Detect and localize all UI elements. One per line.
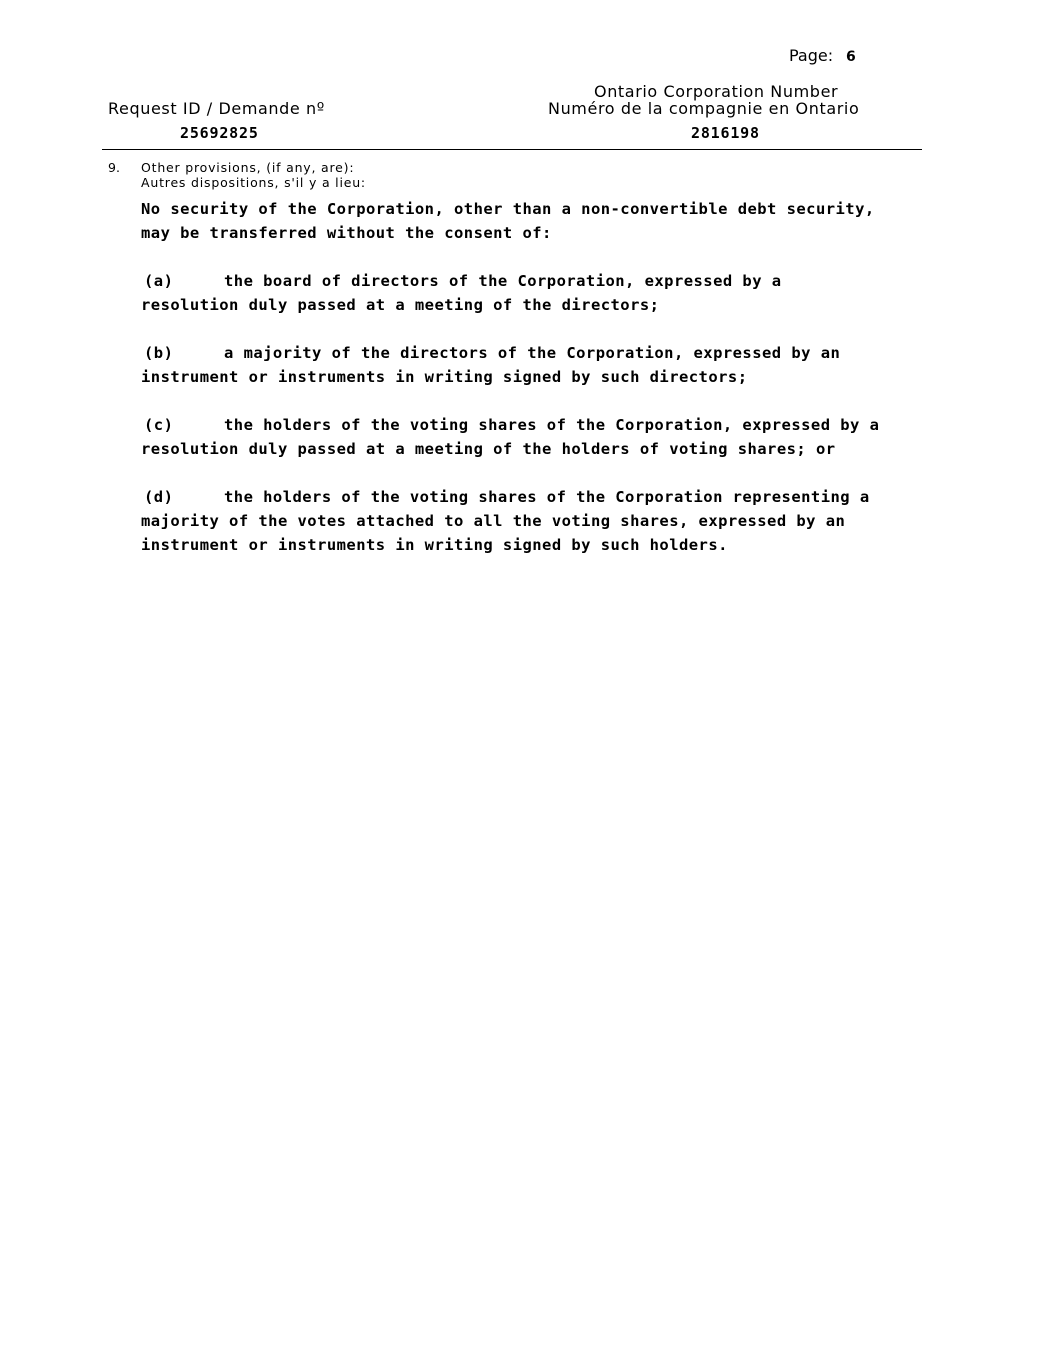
section-title-fr: Autres dispositions, s'il y a lieu:: [141, 175, 366, 190]
clause-continuation: instrument or instruments in writing signed by such directors;: [141, 368, 748, 386]
section-number: 9.: [108, 160, 120, 175]
clause-c: [141, 413, 931, 461]
clause-letter: (c): [144, 416, 174, 434]
request-id-label: Request ID / Demande nº: [108, 99, 325, 118]
clause-continuation: majority of the votes attached to all the voting shares, expressed by an instrument or instruments in writing signed by such holders.: [141, 512, 846, 554]
clause-d: [141, 485, 931, 557]
provisions-text: [141, 197, 931, 581]
corporation-number-value: 2816198: [691, 124, 760, 142]
provisions-intro: No security of the Corporation, other than a non-convertible debt security, may be transferred without the consent of:: [141, 200, 875, 242]
clause-first-line: [141, 269, 931, 293]
clause-b: [141, 341, 931, 389]
clause-first-line: [141, 413, 931, 437]
page-label: Page:: [789, 46, 834, 65]
clause-first-line: [141, 341, 931, 365]
page-number: 6: [846, 49, 856, 65]
header-divider: [102, 149, 922, 150]
section-title-en: Other provisions, (if any, are):: [141, 160, 355, 175]
clause-continuation: resolution duly passed at a meeting of the holders of voting shares; or: [141, 440, 836, 458]
clause-text: the holders of the voting shares of the Corporation representing a: [224, 488, 870, 506]
clause-text: a majority of the directors of the Corporation, expressed by an: [224, 344, 841, 362]
corporation-number-label-en: Ontario Corporation Number: [594, 82, 839, 101]
clause-first-line: [141, 485, 931, 509]
clause-letter: (d): [144, 488, 174, 506]
clause-letter: (b): [144, 344, 174, 362]
clause-letter: (a): [144, 272, 174, 290]
corporation-number-label-fr: Numéro de la compagnie en Ontario: [548, 99, 860, 118]
clause-continuation: resolution duly passed at a meeting of the directors;: [141, 296, 660, 314]
clause-text: the holders of the voting shares of the Corporation, expressed by a: [224, 416, 880, 434]
clause-a: [141, 269, 931, 317]
clause-text: the board of directors of the Corporation, expressed by a: [224, 272, 782, 290]
request-id-value: 25692825: [180, 124, 259, 142]
